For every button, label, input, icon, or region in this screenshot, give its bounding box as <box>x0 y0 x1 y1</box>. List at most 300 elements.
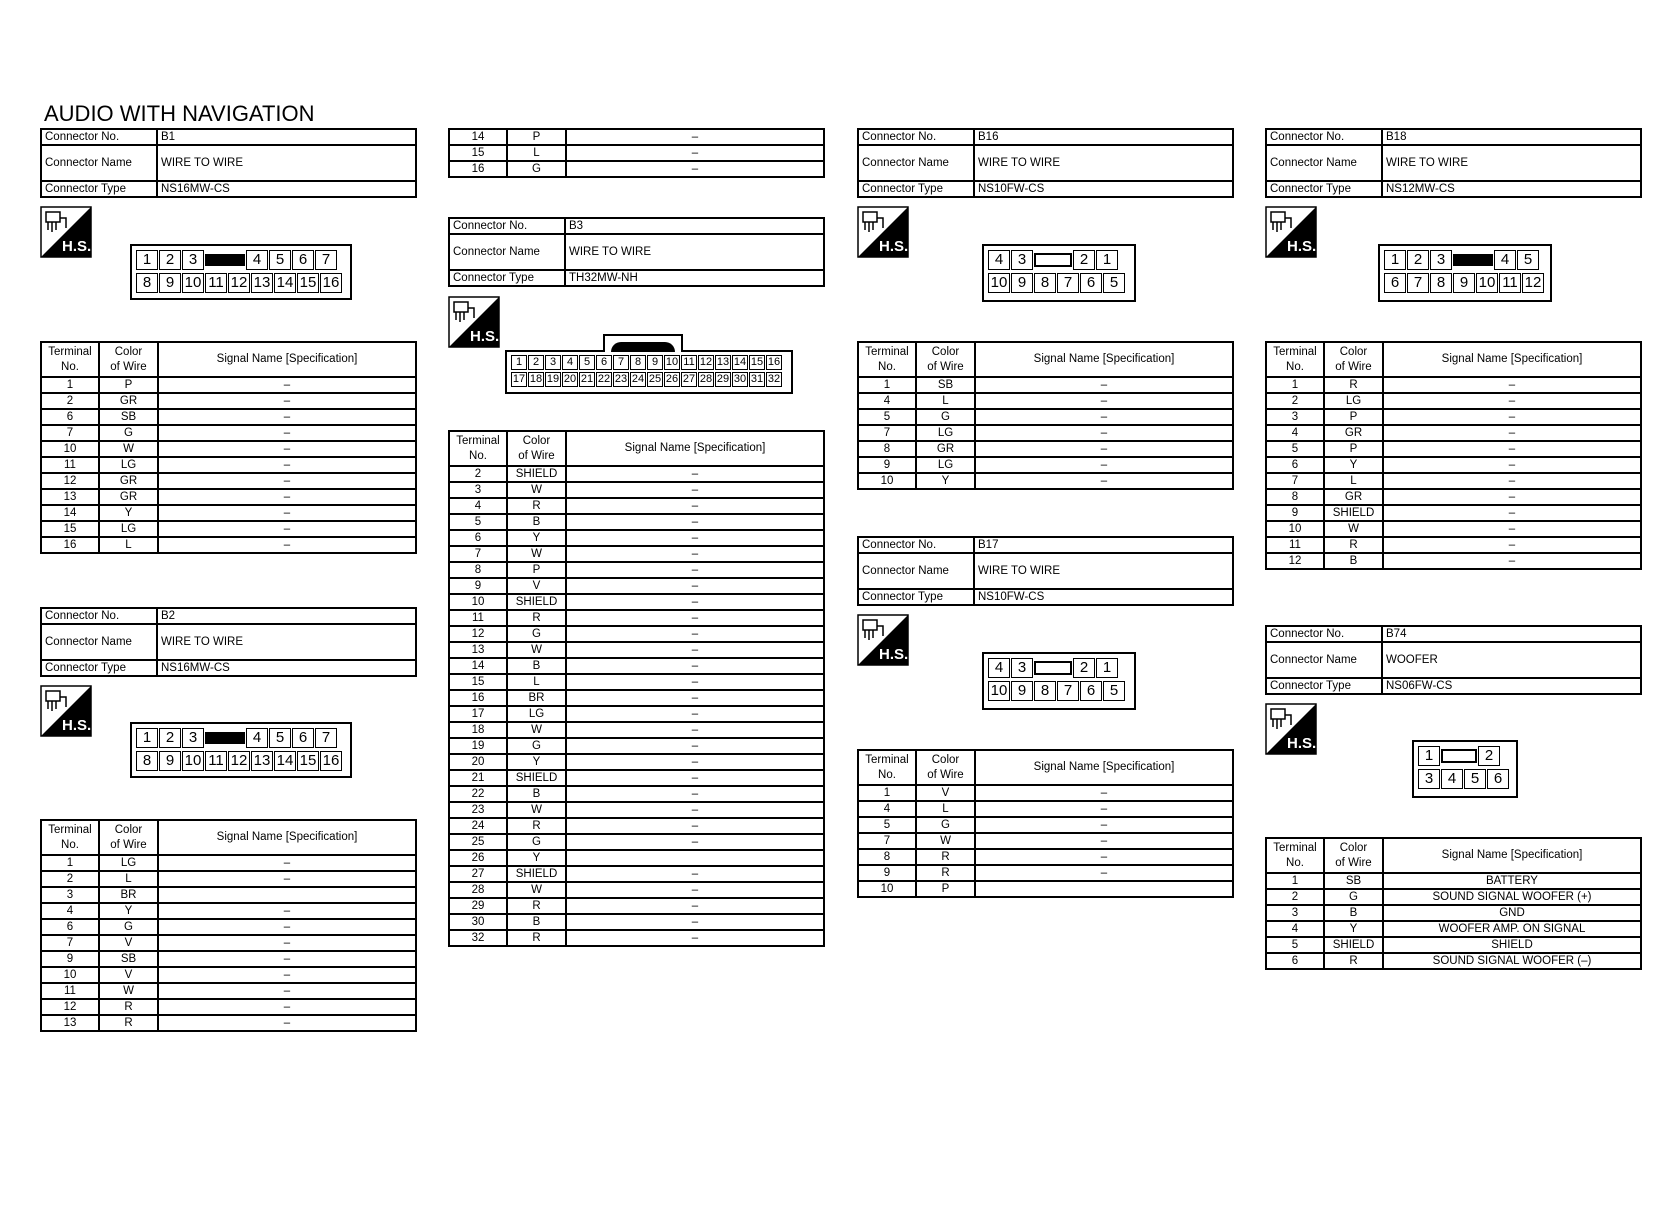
connector-pin: 10 <box>988 681 1010 701</box>
terminal-no: 11 <box>41 983 99 999</box>
terminal-no: 9 <box>449 578 507 594</box>
wire-color: L <box>1324 473 1383 489</box>
terminal-no: 30 <box>449 914 507 930</box>
wire-color: V <box>916 785 975 801</box>
signal-name: – <box>158 505 416 521</box>
table-row <box>41 871 416 887</box>
signal-name: – <box>1383 553 1641 569</box>
terminal-header-line1: Terminal <box>865 345 909 358</box>
connector-pin: 12 <box>1522 273 1544 293</box>
terminal-no: 16 <box>449 161 507 177</box>
pin-row-top <box>511 355 783 370</box>
connector-info-b74 <box>1265 625 1642 695</box>
signal-name: – <box>975 801 1233 817</box>
terminal-no: 28 <box>449 882 507 898</box>
connector-type-row <box>41 660 416 676</box>
signal-name: – <box>975 393 1233 409</box>
terminal-no-header <box>858 750 916 785</box>
color-header <box>99 820 158 855</box>
terminal-no: 13 <box>449 642 507 658</box>
terminal-no: 1 <box>1266 873 1324 889</box>
table-row <box>1266 377 1641 393</box>
terminal-no: 10 <box>858 881 916 897</box>
connector-pin: 1 <box>136 728 158 748</box>
table-row <box>858 457 1233 473</box>
signal-name: – <box>566 129 824 145</box>
wire-color: W <box>99 983 158 999</box>
signal-name: – <box>566 514 824 530</box>
table-row <box>858 833 1233 849</box>
pin-row-bottom <box>988 681 1126 701</box>
terminal-no-header <box>449 431 507 466</box>
harness-side-icon <box>40 685 92 737</box>
connector-pin: 3 <box>182 728 204 748</box>
terminal-no: 10 <box>41 441 99 457</box>
signal-name: SOUND SIGNAL WOOFER (–) <box>1383 953 1641 969</box>
wire-color: BR <box>507 690 566 706</box>
signal-name: – <box>158 537 416 553</box>
harness-side-icon <box>40 206 92 258</box>
color-header-line2: of Wire <box>518 449 555 462</box>
terminal-no: 7 <box>858 833 916 849</box>
connector-info-b17 <box>857 536 1234 606</box>
table-row <box>449 754 824 770</box>
connector-type-row <box>1266 181 1641 197</box>
table-row <box>449 530 824 546</box>
signal-name: – <box>1383 409 1641 425</box>
table-row <box>41 441 416 457</box>
connector-pin: 3 <box>1418 769 1440 789</box>
connector-pin: 1 <box>511 355 527 370</box>
signal-name: SHIELD <box>1383 937 1641 953</box>
terminal-no: 3 <box>1266 905 1324 921</box>
connector-face-b18 <box>1378 244 1552 302</box>
table-row <box>858 817 1233 833</box>
table-row <box>41 505 416 521</box>
connector-pin: 8 <box>1034 681 1056 701</box>
terminal-header-line2: No. <box>878 360 896 373</box>
terminal-no: 5 <box>1266 441 1324 457</box>
table-row <box>449 914 824 930</box>
signal-header: Signal Name [Specification] <box>1383 838 1641 873</box>
signal-name: – <box>975 849 1233 865</box>
wire-color: R <box>916 849 975 865</box>
terminal-no: 7 <box>449 546 507 562</box>
connector-no-value: B1 <box>157 129 416 145</box>
terminal-header-line1: Terminal <box>456 434 500 447</box>
connector-pin: 10 <box>1476 273 1498 293</box>
signal-name <box>975 881 1233 897</box>
connector-type-value: NS10FW-CS <box>974 181 1233 197</box>
signal-name: – <box>566 145 824 161</box>
terminal-no: 4 <box>858 801 916 817</box>
connector-key <box>1441 749 1477 763</box>
connector-info-table <box>1265 625 1642 695</box>
terminal-no: 5 <box>858 409 916 425</box>
table-row <box>449 882 824 898</box>
connector-pin: 14 <box>274 273 296 293</box>
terminal-table-b74 <box>1265 837 1642 970</box>
connector-pin: 8 <box>136 273 158 293</box>
pin-row-bottom <box>136 273 343 293</box>
connector-pin: 30 <box>733 373 747 385</box>
terminal-no: 2 <box>1266 889 1324 905</box>
table-row <box>449 498 824 514</box>
table-row <box>41 919 416 935</box>
connector-pin: 2 <box>1478 746 1500 766</box>
table-row <box>1266 409 1641 425</box>
signal-name: – <box>566 562 824 578</box>
wire-color: SB <box>99 409 158 425</box>
connector-key <box>1034 253 1072 267</box>
connector-name-row <box>858 553 1233 589</box>
table-row <box>449 802 824 818</box>
connector-pin: 6 <box>1487 769 1509 789</box>
terminal-no: 5 <box>858 817 916 833</box>
connector-type-label: Connector Type <box>1266 181 1382 197</box>
connector-name-value: WIRE TO WIRE <box>1382 145 1641 181</box>
terminal-no: 15 <box>449 674 507 690</box>
signal-name: – <box>566 930 824 946</box>
connector-info-b18 <box>1265 128 1642 198</box>
table-row <box>41 967 416 983</box>
connector-type-label: Connector Type <box>41 181 157 197</box>
color-header-line1: Color <box>114 823 143 836</box>
table-row <box>41 377 416 393</box>
wire-color: R <box>1324 537 1383 553</box>
terminal-no: 18 <box>449 722 507 738</box>
terminal-no: 7 <box>41 935 99 951</box>
signal-name: – <box>158 377 416 393</box>
connector-pin: 8 <box>1034 273 1056 293</box>
wire-color: V <box>99 967 158 983</box>
wire-color: SB <box>916 377 975 393</box>
wire-color: SHIELD <box>507 594 566 610</box>
table-row <box>858 425 1233 441</box>
table-row <box>1266 953 1641 969</box>
table-row <box>1266 425 1641 441</box>
signal-name: – <box>1383 377 1641 393</box>
terminal-no: 8 <box>1266 489 1324 505</box>
connector-type-value: NS16MW-CS <box>157 660 416 676</box>
terminal-no: 12 <box>41 999 99 1015</box>
table-row <box>449 818 824 834</box>
terminal-no: 7 <box>1266 473 1324 489</box>
wire-color: L <box>916 393 975 409</box>
connector-name-row <box>41 624 416 660</box>
wire-color: G <box>99 919 158 935</box>
signal-name: – <box>1383 537 1641 553</box>
table-row <box>858 865 1233 881</box>
terminal-header-row <box>1266 838 1641 873</box>
connector-pin: 17 <box>512 373 526 385</box>
connector-pin: 22 <box>597 373 611 385</box>
connector-pin: 6 <box>596 355 612 370</box>
connector-name-label: Connector Name <box>449 234 565 270</box>
connector-pin: 5 <box>269 250 291 270</box>
wire-color: SB <box>99 951 158 967</box>
terminal-no: 4 <box>858 393 916 409</box>
connector-name-label: Connector Name <box>858 145 974 181</box>
terminal-table <box>857 341 1234 490</box>
connector-info-table <box>40 128 417 198</box>
connector-no-value: B3 <box>565 218 824 234</box>
terminal-no: 8 <box>449 562 507 578</box>
wire-color: P <box>507 129 566 145</box>
connector-pin: 3 <box>1011 658 1033 678</box>
terminal-no: 13 <box>41 1015 99 1031</box>
connector-pin: 2 <box>1407 250 1429 270</box>
terminal-no: 10 <box>858 473 916 489</box>
harness-side-label: H.S. <box>1287 735 1317 752</box>
pin-row-top <box>136 250 338 270</box>
connector-pin: 4 <box>1441 769 1463 789</box>
terminal-no: 1 <box>858 377 916 393</box>
table-row <box>449 866 824 882</box>
color-header <box>1324 838 1383 873</box>
connector-face-b2 <box>130 722 352 778</box>
wire-color: G <box>507 738 566 754</box>
connector-type-value: NS12MW-CS <box>1382 181 1641 197</box>
table-row <box>449 546 824 562</box>
signal-name <box>566 850 824 866</box>
terminal-header-row <box>449 431 824 466</box>
table-row <box>1266 521 1641 537</box>
terminal-no: 4 <box>1266 921 1324 937</box>
signal-name: – <box>1383 505 1641 521</box>
terminal-no: 4 <box>41 903 99 919</box>
signal-name: – <box>566 594 824 610</box>
connector-name-value: WIRE TO WIRE <box>157 145 416 181</box>
table-row <box>1266 873 1641 889</box>
terminal-no: 4 <box>449 498 507 514</box>
color-header-line1: Color <box>1339 841 1368 854</box>
terminal-no: 9 <box>858 457 916 473</box>
table-row <box>449 482 824 498</box>
terminal-no: 11 <box>449 610 507 626</box>
signal-name: – <box>566 754 824 770</box>
connector-pin: 6 <box>1080 273 1102 293</box>
connector-pin: 11 <box>205 273 227 293</box>
terminal-no-header <box>41 820 99 855</box>
connector-no-value: B17 <box>974 537 1233 553</box>
connector-name-value: WIRE TO WIRE <box>157 624 416 660</box>
table-row <box>1266 905 1641 921</box>
wire-color: B <box>507 658 566 674</box>
terminal-table-b17 <box>857 749 1234 898</box>
terminal-table-b1 <box>40 341 417 554</box>
connector-pin: 2 <box>1073 658 1095 678</box>
pin-row-bottom <box>1384 273 1545 293</box>
color-header <box>507 431 566 466</box>
connector-pin: 29 <box>716 373 730 385</box>
connector-type-row <box>41 181 416 197</box>
signal-name: – <box>566 161 824 177</box>
signal-name: – <box>975 457 1233 473</box>
terminal-no: 25 <box>449 834 507 850</box>
signal-name: – <box>566 578 824 594</box>
harness-side-label: H.S. <box>470 328 500 345</box>
signal-name: – <box>566 690 824 706</box>
table-row <box>449 834 824 850</box>
wire-color: G <box>507 626 566 642</box>
connector-pin: 21 <box>580 373 594 385</box>
table-row <box>449 578 824 594</box>
signal-name: – <box>566 706 824 722</box>
connector-info-table <box>1265 128 1642 198</box>
wire-color: B <box>507 786 566 802</box>
signal-name: – <box>566 770 824 786</box>
terminal-no: 11 <box>41 457 99 473</box>
signal-header: Signal Name [Specification] <box>975 342 1233 377</box>
signal-name: – <box>566 610 824 626</box>
table-row <box>858 785 1233 801</box>
terminal-no: 26 <box>449 850 507 866</box>
terminal-header-line2: No. <box>469 449 487 462</box>
signal-name: GND <box>1383 905 1641 921</box>
connector-face-b1 <box>130 244 352 300</box>
connector-pin: 2 <box>159 250 181 270</box>
connector-pin: 16 <box>320 273 342 293</box>
terminal-no: 12 <box>1266 553 1324 569</box>
connector-name-value: WIRE TO WIRE <box>974 145 1233 181</box>
wire-color: R <box>507 610 566 626</box>
wire-color: G <box>99 425 158 441</box>
signal-name: – <box>975 409 1233 425</box>
connector-face-b74 <box>1412 740 1518 798</box>
wire-color: B <box>507 914 566 930</box>
pin-row-top <box>988 250 1119 270</box>
wire-color: LG <box>916 425 975 441</box>
connector-no-value: B16 <box>974 129 1233 145</box>
table-row <box>41 951 416 967</box>
pin-row-top <box>988 658 1119 678</box>
signal-name: – <box>566 898 824 914</box>
connector-no-label: Connector No. <box>1266 129 1382 145</box>
connector-pin: 1 <box>1096 658 1118 678</box>
connector-pin: 2 <box>159 728 181 748</box>
wire-color: L <box>99 871 158 887</box>
wire-color: Y <box>99 903 158 919</box>
connector-pin: 9 <box>647 355 663 370</box>
terminal-header-line2: No. <box>1286 856 1304 869</box>
pin-row-bottom <box>136 751 343 771</box>
connector-pin: 8 <box>1430 273 1452 293</box>
signal-name: – <box>566 866 824 882</box>
terminal-no: 4 <box>1266 425 1324 441</box>
wire-color: LG <box>99 457 158 473</box>
connector-pin: 6 <box>1080 681 1102 701</box>
table-row <box>41 473 416 489</box>
terminal-no: 1 <box>41 377 99 393</box>
connector-pin: 3 <box>1011 250 1033 270</box>
signal-name: – <box>566 914 824 930</box>
wire-color: W <box>1324 521 1383 537</box>
connector-name-label: Connector Name <box>41 624 157 660</box>
table-row <box>449 145 824 161</box>
wire-color: Y <box>1324 921 1383 937</box>
connector-lock-bump <box>611 342 675 352</box>
signal-name: – <box>158 935 416 951</box>
table-row <box>1266 505 1641 521</box>
terminal-no: 10 <box>1266 521 1324 537</box>
table-row <box>41 425 416 441</box>
table-row <box>449 898 824 914</box>
connector-info-table <box>40 607 417 677</box>
wire-color: G <box>507 161 566 177</box>
terminal-no: 1 <box>1266 377 1324 393</box>
signal-name: – <box>158 409 416 425</box>
harness-side-icon <box>857 614 909 666</box>
connector-name-label: Connector Name <box>858 553 974 589</box>
wire-color: Y <box>916 473 975 489</box>
wire-color: Y <box>507 530 566 546</box>
terminal-no: 2 <box>1266 393 1324 409</box>
signal-name: – <box>158 441 416 457</box>
table-row <box>858 881 1233 897</box>
connector-pin: 7 <box>315 250 337 270</box>
terminal-header-line1: Terminal <box>865 753 909 766</box>
table-row <box>858 473 1233 489</box>
terminal-no: 9 <box>858 865 916 881</box>
color-header-line2: of Wire <box>927 768 964 781</box>
connector-no-label: Connector No. <box>41 608 157 624</box>
color-header-line1: Color <box>931 753 960 766</box>
connector-type-row <box>1266 678 1641 694</box>
wire-color: SB <box>1324 873 1383 889</box>
terminal-table <box>1265 837 1642 970</box>
terminal-table-b2 <box>40 819 417 1032</box>
signal-name: – <box>158 473 416 489</box>
connector-no-row <box>1266 129 1641 145</box>
signal-name: – <box>975 441 1233 457</box>
signal-name: – <box>158 999 416 1015</box>
connector-pin: 24 <box>631 373 645 385</box>
connector-pin: 7 <box>1057 273 1079 293</box>
signal-name: – <box>566 738 824 754</box>
wire-color: SHIELD <box>507 770 566 786</box>
terminal-no: 15 <box>449 145 507 161</box>
table-row <box>449 562 824 578</box>
terminal-no: 6 <box>41 919 99 935</box>
terminal-no: 11 <box>1266 537 1324 553</box>
color-header <box>99 342 158 377</box>
table-row <box>1266 441 1641 457</box>
wire-color: L <box>916 801 975 817</box>
signal-name: – <box>158 951 416 967</box>
wire-color: W <box>507 722 566 738</box>
terminal-no: 10 <box>449 594 507 610</box>
connector-pin: 1 <box>1418 746 1440 766</box>
signal-name: – <box>158 967 416 983</box>
table-row <box>449 850 824 866</box>
signal-name: – <box>1383 489 1641 505</box>
connector-pin: 12 <box>228 273 250 293</box>
connector-pin: 6 <box>1384 273 1406 293</box>
connector-no-label: Connector No. <box>858 129 974 145</box>
signal-name: WOOFER AMP. ON SIGNAL <box>1383 921 1641 937</box>
connector-info-b2 <box>40 607 417 677</box>
connector-pin: 1 <box>1384 250 1406 270</box>
terminal-no: 2 <box>449 466 507 482</box>
terminal-table <box>40 341 417 554</box>
connector-info-table <box>448 217 825 287</box>
table-row <box>41 457 416 473</box>
connector-info-b3 <box>448 217 825 287</box>
signal-header: Signal Name [Specification] <box>975 750 1233 785</box>
wire-color: P <box>99 377 158 393</box>
connector-info-table <box>857 128 1234 198</box>
